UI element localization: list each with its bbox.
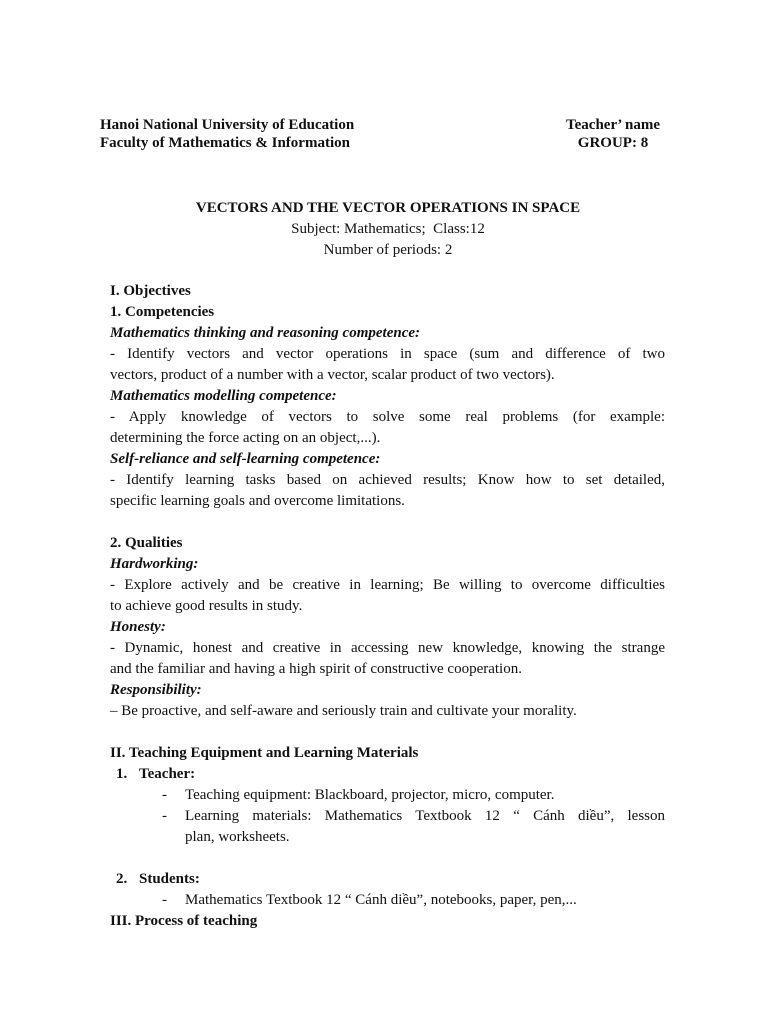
quality-responsibility-title: Responsibility: [110,682,202,698]
students-subheading [110,869,665,890]
competence-self-learning-text-1: - Identify learning tasks based on achieved results; Know how to set detailed, [110,472,665,488]
university-name: Hanoi National University of Education [100,117,355,133]
document-title: VECTORS AND THE VECTOR OPERATIONS IN SPACE [195,200,581,216]
students-item-materials-text: Mathematics Textbook 12 “ Cánh diều”, notebooks, paper, pen,... [185,892,577,908]
quality-hardworking-text-2: to achieve good results in study. [110,598,303,614]
students-label: Students: [139,871,200,887]
section-process-heading: III. Process of teaching [110,913,258,929]
students-item-materials [110,890,665,911]
title-block [110,198,666,261]
quality-hardworking-title: Hardworking: [110,556,199,572]
competence-self-learning-title: Self-reliance and self-learning competence: [110,451,381,467]
teacher-item-materials-text-1: Learning materials: Mathematics Textbook 12 “ Cánh diều”, lesson [185,808,665,824]
competence-modelling-text-2: determining the force acting on an object,...). [110,430,381,446]
quality-honesty-title: Honesty: [110,619,166,635]
teacher-item-equipment [110,785,665,806]
document-body [110,281,665,932]
bullet-dash: - [162,808,167,824]
bullet-dash: - [162,892,167,908]
quality-hardworking-text-1: - Explore actively and be creative in learning; Be willing to overcome difficulties [110,577,665,593]
competence-modelling-title: Mathematics modelling competence: [110,388,337,404]
teacher-item-materials-text-2: plan, worksheets. [185,829,290,845]
quality-honesty-text-1: - Dynamic, honest and creative in accessing new knowledge, knowing the strange [110,640,665,656]
periods-line: Number of periods: 2 [323,242,453,258]
teacher-item-materials [110,806,665,827]
teacher-item-equipment-text: Teaching equipment: Blackboard, projector, micro, computer. [185,787,555,803]
teacher-name-label: Teacher’ name [566,117,660,133]
competence-self-learning-text-2: specific learning goals and overcome limitations. [110,493,405,509]
students-number: 2. [116,871,128,887]
quality-honesty-text-2: and the familiar and having a high spirit of constructive cooperation. [110,661,522,677]
quality-responsibility-text: – Be proactive, and self-aware and seriously train and cultivate your morality. [110,703,577,719]
institution-header [100,116,354,152]
teacher-header [558,116,668,152]
bullet-dash: - [162,787,167,803]
spacer [110,512,665,533]
teacher-number: 1. [116,766,128,782]
competence-thinking-text-2: vectors, product of a number with a vector, scalar product of two vectors). [110,367,555,383]
competencies-heading: 1. Competencies [110,304,215,320]
qualities-heading: 2. Qualities [110,535,183,551]
competence-thinking-text-1: - Identify vectors and vector operations in space (sum and difference of two [110,346,665,362]
teacher-subheading [110,764,665,785]
spacer [110,722,665,743]
spacer [110,848,665,869]
section-equipment-heading: II. Teaching Equipment and Learning Materials [110,745,419,761]
faculty-name: Faculty of Mathematics & Information [100,135,350,151]
teacher-label: Teacher: [139,766,196,782]
competence-modelling-text-1: - Apply knowledge of vectors to solve some real problems (for example: [110,409,665,425]
subject-line: Subject: Mathematics; Class:12 [291,221,485,237]
group-label: GROUP: 8 [577,135,649,151]
competence-thinking-title: Mathematics thinking and reasoning competence: [110,325,421,341]
section-objectives-heading: I. Objectives [110,283,191,299]
